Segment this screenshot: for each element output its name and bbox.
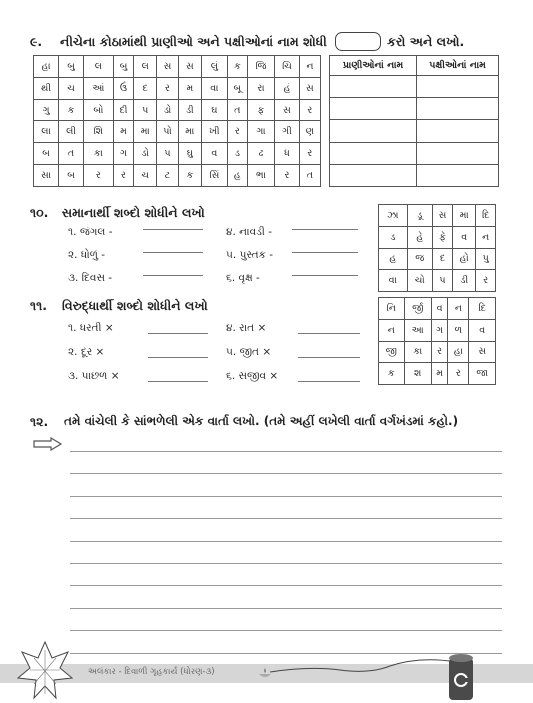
- answer-cell[interactable]: [330, 98, 417, 120]
- grid-letter: ગ: [113, 143, 134, 165]
- grid-letter: મા: [134, 121, 157, 143]
- answer-line[interactable]: [292, 229, 358, 230]
- grid-letter: હે: [407, 226, 432, 248]
- answer-cell[interactable]: [330, 142, 417, 164]
- writing-line[interactable]: [70, 518, 502, 519]
- answer-cell[interactable]: [417, 76, 499, 98]
- grid-letter: હા: [448, 341, 469, 363]
- grid-letter: ર: [157, 77, 179, 99]
- q10-title: સમાનાર્થી શબ્દો શોધીને લખો: [62, 205, 205, 220]
- grid-letter: ફ: [247, 99, 275, 121]
- writing-line[interactable]: [70, 451, 502, 452]
- q10-item: ૬. વૃક્ષ -: [226, 272, 260, 284]
- grid-letter: ત: [299, 165, 320, 187]
- grid-letter: ભા: [247, 165, 275, 187]
- grid-letter: બુ: [59, 56, 84, 78]
- writing-line[interactable]: [70, 563, 502, 564]
- answer-cell[interactable]: [330, 76, 417, 98]
- grid-letter: ગા: [247, 121, 275, 143]
- q9-instruction: નીચેના કોઠામાંથી પ્રાણીઓ અને પક્ષીઓનાં નામ શોધી: [60, 34, 327, 49]
- answer-cell[interactable]: [417, 164, 499, 186]
- grid-letter: ર: [275, 165, 299, 187]
- grid-letter: રા: [247, 77, 275, 99]
- grid-letter: દી: [113, 99, 134, 121]
- grid-letter: થી: [34, 77, 59, 99]
- grid-letter: જા: [469, 363, 496, 385]
- grid-letter: લ: [134, 56, 157, 78]
- q11-item: ૪. રાત ×: [226, 322, 267, 334]
- grid-letter: ઘુ: [178, 143, 201, 165]
- grid-letter: ફે: [432, 226, 452, 248]
- grid-letter: ક: [178, 165, 201, 187]
- grid-letter: વ: [201, 143, 227, 165]
- grid-letter: બ: [59, 165, 84, 187]
- grid-letter: ધ: [275, 143, 299, 165]
- grid-letter: વા: [379, 270, 408, 292]
- q11-item: ૧. ધરતી ×: [68, 322, 114, 334]
- grid-letter: ર: [476, 270, 496, 292]
- q11-number: ૧૧.: [30, 298, 47, 313]
- grid-letter: ઉં: [113, 77, 134, 99]
- q10-item: ૧. જંગલ -: [68, 226, 113, 238]
- answer-line[interactable]: [143, 252, 203, 253]
- grid-letter: ળ: [448, 319, 469, 341]
- blank-oval[interactable]: [335, 32, 381, 51]
- q9-instruction-end: કરો અને લખો.: [387, 34, 465, 49]
- wire-icon: [270, 646, 460, 676]
- grid-letter: ગ: [431, 319, 448, 341]
- grid-letter: મા: [178, 121, 201, 143]
- grid-letter: ચો: [407, 270, 432, 292]
- grid-letter: ચ: [59, 77, 84, 99]
- q11-item: ૫. જીત ×: [226, 346, 272, 358]
- q10-item: ૩. દિવસ -: [68, 272, 113, 284]
- grid-letter: ક: [227, 56, 247, 78]
- grid-letter: હ: [379, 248, 408, 270]
- grid-letter: ર્જી: [404, 298, 431, 320]
- grid-letter: લી: [59, 121, 84, 143]
- grid-letter: પુ: [476, 248, 496, 270]
- grid-letter: ત: [227, 99, 247, 121]
- grid-letter: ર: [448, 363, 469, 385]
- grid-letter: લ: [83, 56, 113, 78]
- grid-letter: ન: [476, 226, 496, 248]
- grid-letter: હ: [227, 165, 247, 187]
- grid-letter: ત: [59, 143, 84, 165]
- q10-item: ૫. પુસ્તક -: [226, 249, 274, 261]
- answer-line[interactable]: [148, 333, 208, 334]
- q11-title: વિરુદ્ધાર્થી શબ્દો શોધીને લખો: [62, 298, 208, 313]
- q9-number: ૯.: [30, 34, 43, 49]
- grid-letter: મ: [113, 121, 134, 143]
- animals-header: પ્રાણીઓનાં નામ: [330, 56, 417, 76]
- answer-line[interactable]: [292, 275, 358, 276]
- grid-letter: ન: [299, 56, 320, 78]
- grid-letter: વ: [453, 226, 476, 248]
- grid-letter: ડો: [157, 99, 179, 121]
- grid-letter: ડી: [178, 99, 201, 121]
- grid-letter: સ: [178, 56, 201, 78]
- grid-letter: પ: [134, 99, 157, 121]
- letter-grid: [33, 55, 321, 187]
- grid-letter: ડો: [134, 143, 157, 165]
- grid-letter: સ: [432, 205, 452, 227]
- grid-letter: લા: [34, 121, 59, 143]
- grid-letter: શ: [404, 363, 431, 385]
- grid-letter: ખી: [201, 121, 227, 143]
- grid-letter: શિ: [83, 121, 113, 143]
- grid-letter: દિ: [476, 205, 496, 227]
- answer-cell[interactable]: [330, 164, 417, 186]
- footer-text: અલંકાર - દિવાળી ગૃહકાર્ય (ધોરણ-૩): [88, 667, 215, 677]
- grid-letter: બ: [34, 143, 59, 165]
- grid-letter: ક: [59, 99, 84, 121]
- grid-letter: બો: [83, 99, 113, 121]
- grid-letter: સ: [469, 341, 496, 363]
- cracker-icon: [446, 652, 476, 702]
- grid-letter: હો: [453, 248, 476, 270]
- grid-letter: વ: [431, 298, 448, 320]
- antonym-grid: [378, 297, 496, 385]
- leaf-doodle-icon: [16, 640, 74, 702]
- writing-line[interactable]: [70, 496, 502, 497]
- grid-letter: બુ: [113, 56, 134, 78]
- grid-letter: મા: [453, 205, 476, 227]
- grid-letter: લું: [201, 56, 227, 78]
- writing-line[interactable]: [70, 473, 502, 474]
- grid-letter: વ: [469, 319, 496, 341]
- answer-line[interactable]: [148, 357, 208, 358]
- grid-letter: ગુ: [34, 99, 59, 121]
- q12-number: ૧૨.: [30, 414, 49, 429]
- grid-letter: સા: [34, 165, 59, 187]
- grid-letter: આ: [404, 319, 431, 341]
- grid-letter: ક: [379, 363, 405, 385]
- writing-line[interactable]: [70, 541, 502, 542]
- grid-letter: દ: [134, 77, 157, 99]
- grid-letter: ઘ: [201, 99, 227, 121]
- answer-line[interactable]: [143, 229, 203, 230]
- grid-letter: સ: [299, 77, 320, 99]
- answer-line[interactable]: [298, 357, 360, 358]
- grid-letter: હં: [275, 77, 299, 99]
- grid-letter: આં: [83, 77, 113, 99]
- grid-letter: ટ: [157, 165, 179, 187]
- answer-cell[interactable]: [417, 120, 499, 142]
- grid-letter: બૂ: [227, 77, 247, 99]
- writing-line[interactable]: [70, 585, 502, 586]
- arrow-icon: [33, 437, 63, 451]
- q10-item: ૨. ધોળું -: [68, 249, 106, 261]
- grid-letter: ન: [448, 298, 469, 320]
- grid-letter: હા: [34, 56, 59, 78]
- grid-letter: ડ: [379, 226, 408, 248]
- grid-letter: ડી: [453, 270, 476, 292]
- grid-letter: સ: [157, 56, 179, 78]
- grid-letter: નિ: [379, 298, 405, 320]
- grid-letter: વા: [201, 77, 227, 99]
- grid-letter: સ: [275, 99, 299, 121]
- answer-line[interactable]: [292, 252, 358, 253]
- grid-letter: જિ: [247, 56, 275, 78]
- grid-letter: ચિ: [275, 56, 299, 78]
- answer-line[interactable]: [143, 275, 203, 276]
- grid-letter: સિં: [201, 165, 227, 187]
- grid-letter: દિ: [469, 298, 496, 320]
- answer-cell[interactable]: [417, 98, 499, 120]
- grid-letter: ણ: [299, 121, 320, 143]
- answer-cell[interactable]: [417, 142, 499, 164]
- answer-cell[interactable]: [330, 120, 417, 142]
- grid-letter: ર: [227, 121, 247, 143]
- grid-letter: ર: [431, 341, 448, 363]
- writing-line[interactable]: [70, 608, 502, 609]
- grid-letter: ર: [299, 99, 320, 121]
- grid-letter: ઝા: [379, 205, 408, 227]
- answer-line[interactable]: [148, 381, 208, 382]
- birds-header: પક્ષીઓનાં નામ: [417, 56, 499, 76]
- grid-letter: દ: [432, 248, 452, 270]
- grid-letter: ચ: [134, 165, 157, 187]
- grid-letter: મ: [431, 363, 448, 385]
- grid-letter: ર: [299, 143, 320, 165]
- q11-item: ૨. દૂર ×: [68, 346, 105, 358]
- q12-instruction: તમે વાંચેલી કે સાંભળેલી એક વાર્તા લખો. (તમે અહીં લખેલી વાર્તા વર્ગખંડમાં કહો.): [64, 414, 459, 428]
- grid-letter: પો: [157, 121, 179, 143]
- grid-letter: ગી: [275, 121, 299, 143]
- answer-line[interactable]: [298, 381, 360, 382]
- writing-line[interactable]: [70, 630, 502, 631]
- grid-letter: ડ: [227, 143, 247, 165]
- grid-letter: જ: [407, 248, 432, 270]
- grid-letter: ર: [113, 165, 134, 187]
- q11-item: ૩. પાછળ ×: [68, 370, 120, 382]
- grid-letter: પ: [157, 143, 179, 165]
- grid-letter: મ: [178, 77, 201, 99]
- answer-table: [329, 55, 499, 187]
- grid-letter: જી: [379, 341, 405, 363]
- grid-letter: ડૂ: [407, 205, 432, 227]
- grid-letter: ન: [379, 319, 405, 341]
- q10-number: ૧૦.: [30, 205, 49, 220]
- grid-letter: ર: [83, 165, 113, 187]
- grid-letter: પ: [432, 270, 452, 292]
- grid-letter: ઢ: [247, 143, 275, 165]
- q11-item: ૬. સજીવ ×: [226, 370, 279, 382]
- grid-letter: કા: [404, 341, 431, 363]
- answer-line[interactable]: [298, 333, 360, 334]
- q10-item: ૪. નાવડી -: [226, 226, 273, 238]
- grid-letter: કા: [83, 143, 113, 165]
- synonym-grid: [378, 204, 496, 292]
